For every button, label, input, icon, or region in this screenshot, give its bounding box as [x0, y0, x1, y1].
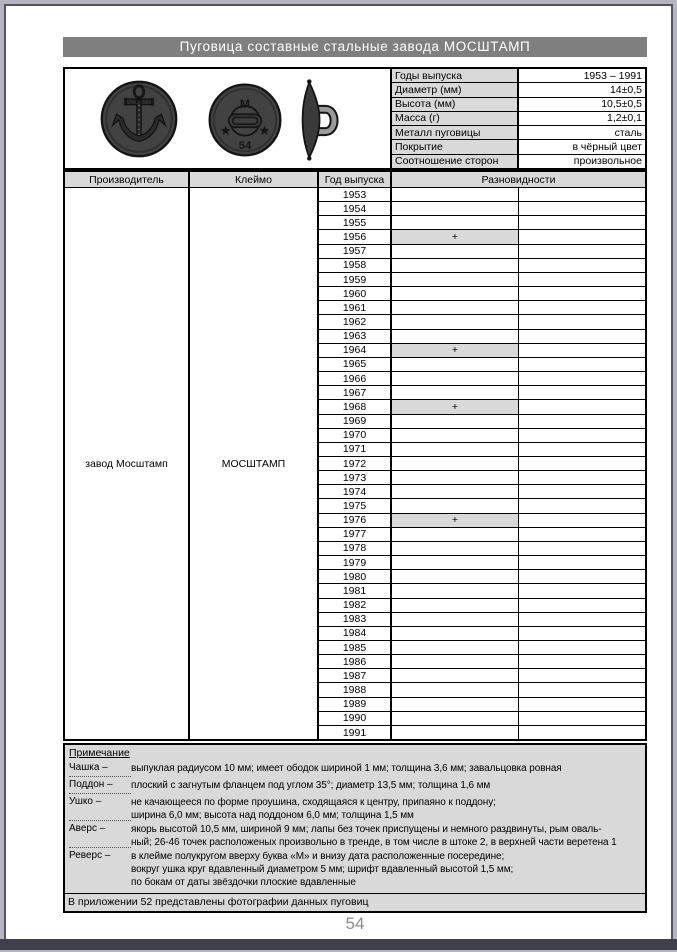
variant-cell-1 — [392, 556, 519, 569]
variant-cell-1 — [392, 627, 519, 640]
button-reverse-icon — [207, 82, 283, 158]
year-row — [319, 726, 645, 739]
year-cell: 1976 — [319, 514, 392, 527]
year-row — [319, 400, 645, 414]
note-item — [69, 822, 641, 849]
variant-cell-2 — [519, 429, 645, 442]
variant-cell-2 — [519, 726, 645, 739]
year-cell: 1968 — [319, 400, 392, 413]
year-cell: 1978 — [319, 542, 392, 555]
property-label: Масса (г) — [392, 112, 519, 125]
property-label: Диаметр (мм) — [392, 83, 519, 96]
year-row — [319, 443, 645, 457]
variant-cell-1 — [392, 273, 519, 286]
year-row — [319, 358, 645, 372]
year-cell: 1972 — [319, 457, 392, 470]
note-definition — [131, 822, 641, 849]
note-line: по бокам от даты звёздочки плоские вдавленные — [131, 877, 356, 888]
note-line: вокруг ушка круг вдавленный диаметром 5 мм; шрифт вдавленный высотой 1,5 мм; — [131, 864, 514, 875]
property-row — [392, 83, 645, 97]
year-row — [319, 344, 645, 358]
property-value: сталь — [614, 126, 642, 139]
year-row — [319, 499, 645, 513]
variant-cell-1 — [392, 712, 519, 725]
variant-cell-2 — [519, 400, 645, 413]
year-cell: 1989 — [319, 698, 392, 711]
variant-cell-1 — [392, 613, 519, 626]
button-profile-icon — [295, 74, 345, 166]
year-cell: 1987 — [319, 669, 392, 682]
header-variants: Разновидности — [481, 173, 556, 186]
year-row — [319, 415, 645, 429]
header-year: Год выпуска — [319, 172, 392, 187]
year-cell: 1965 — [319, 358, 392, 371]
variant-cell-2 — [519, 386, 645, 399]
variant-cell-2 — [519, 330, 645, 343]
window-bottom-bar — [0, 939, 677, 950]
year-cell: 1971 — [319, 443, 392, 456]
property-row — [392, 98, 645, 112]
property-label: Металл пуговицы — [392, 126, 519, 139]
year-row — [319, 655, 645, 669]
note-term: Чашка – — [69, 761, 131, 777]
note-item — [69, 778, 641, 795]
notes-panel — [63, 743, 647, 913]
variant-cell-1 — [392, 301, 519, 314]
property-label: Соотношение сторон — [392, 155, 519, 168]
property-value: произвольное — [573, 155, 642, 168]
variant-cell-1 — [392, 372, 519, 385]
year-cell: 1963 — [319, 330, 392, 343]
property-row — [392, 140, 645, 154]
variant-cell-1 — [392, 528, 519, 541]
year-row — [319, 259, 645, 273]
variant-cell-1: + — [392, 514, 519, 527]
year-cell: 1970 — [319, 429, 392, 442]
property-label: Высота (мм) — [392, 98, 519, 111]
document-page — [4, 4, 673, 949]
notes-items — [69, 761, 641, 889]
variant-cell-2 — [519, 188, 645, 201]
note-item — [69, 849, 641, 889]
page-number: 54 — [345, 914, 365, 933]
property-row — [392, 155, 645, 168]
year-row — [319, 599, 645, 613]
year-cell: 1988 — [319, 683, 392, 696]
year-cell: 1983 — [319, 613, 392, 626]
variant-cell-2 — [519, 528, 645, 541]
variant-cell-1 — [392, 683, 519, 696]
variant-cell-2 — [519, 542, 645, 555]
year-row — [319, 386, 645, 400]
property-label: Годы выпуска — [392, 69, 519, 82]
note-line: ширина 6,0 мм; высота над поддоном 6,0 мм; толщина 1,5 мм — [131, 810, 414, 821]
year-row — [319, 330, 645, 344]
note-line: не качающееся по форме проушина, сходящаяся к центру, припаяно к поддону; — [131, 797, 496, 808]
variant-cell-1 — [392, 457, 519, 470]
year-cell: 1958 — [319, 259, 392, 272]
variant-cell-1: + — [392, 344, 519, 357]
variant-cell-1 — [392, 542, 519, 555]
variant-cell-2 — [519, 641, 645, 654]
variant-cell-2 — [519, 372, 645, 385]
year-cell: 1955 — [319, 216, 392, 229]
year-row — [319, 528, 645, 542]
variant-cell-2 — [519, 613, 645, 626]
variant-cell-2 — [519, 457, 645, 470]
variant-cell-1 — [392, 599, 519, 612]
variant-cell-1 — [392, 499, 519, 512]
variant-cell-1: + — [392, 230, 519, 243]
year-row — [319, 556, 645, 570]
note-line: ный; 26-46 точек расположеных произвольно в тренде, в том числе в штоке 2, в верхней части веретена 1 — [131, 837, 617, 848]
year-cell: 1979 — [319, 556, 392, 569]
note-definition — [131, 849, 641, 889]
variant-cell-2 — [519, 570, 645, 583]
year-cell: 1985 — [319, 641, 392, 654]
years-rows — [319, 188, 645, 739]
variant-cell-2 — [519, 259, 645, 272]
year-cell: 1954 — [319, 202, 392, 215]
variant-cell-2 — [519, 655, 645, 668]
variant-cell-1 — [392, 570, 519, 583]
variant-cell-1 — [392, 443, 519, 456]
variant-cell-1 — [392, 216, 519, 229]
years-table-header — [65, 172, 645, 188]
variant-cell-2 — [519, 273, 645, 286]
note-term: Реверс – — [69, 850, 111, 861]
note-item — [69, 795, 641, 822]
note-definition — [131, 795, 641, 822]
variant-cell-1 — [392, 315, 519, 328]
year-row — [319, 627, 645, 641]
year-cell: 1966 — [319, 372, 392, 385]
notes-footer: В приложении 52 представлены фотографии данных пуговиц — [65, 893, 645, 911]
year-row — [319, 613, 645, 627]
year-row — [319, 570, 645, 584]
property-value: 1953 – 1991 — [583, 69, 642, 82]
year-row — [319, 188, 645, 202]
year-cell: 1973 — [319, 471, 392, 484]
year-cell: 1974 — [319, 485, 392, 498]
year-row — [319, 230, 645, 244]
variant-cell-2 — [519, 584, 645, 597]
year-cell: 1990 — [319, 712, 392, 725]
years-table — [63, 170, 647, 741]
year-cell: 1982 — [319, 599, 392, 612]
year-row — [319, 669, 645, 683]
variant-cell-2 — [519, 315, 645, 328]
year-row — [319, 273, 645, 287]
year-row — [319, 698, 645, 712]
variant-cell-1 — [392, 259, 519, 272]
property-value: 14±0,5 — [609, 83, 642, 96]
year-row — [319, 712, 645, 726]
variant-cell-1 — [392, 287, 519, 300]
year-row — [319, 542, 645, 556]
note-term: Ушко – — [69, 795, 131, 821]
variant-cell-2 — [519, 499, 645, 512]
variant-cell-1 — [392, 202, 519, 215]
variant-cell-2 — [519, 627, 645, 640]
variant-cell-2 — [519, 415, 645, 428]
note-line: в клейме полукругом вверху буква «М» и внизу дата расположенные посередине; — [131, 851, 505, 862]
year-row — [319, 301, 645, 315]
year-row — [319, 287, 645, 301]
stamp-cell: МОСШТАМП — [190, 188, 319, 739]
variant-cell-2 — [519, 344, 645, 357]
variant-cell-1 — [392, 669, 519, 682]
variant-cell-2 — [519, 712, 645, 725]
variant-cell-1: + — [392, 400, 519, 413]
variant-cell-1 — [392, 415, 519, 428]
variant-cell-2 — [519, 669, 645, 682]
property-value: 10,5±0,5 — [601, 98, 642, 111]
variant-cell-2 — [519, 358, 645, 371]
year-row — [319, 202, 645, 216]
variant-cell-2 — [519, 556, 645, 569]
page-title: Пуговица составные стальные завода МОСШТАМП — [63, 37, 647, 57]
year-cell: 1986 — [319, 655, 392, 668]
properties-table — [390, 67, 647, 170]
year-cell: 1980 — [319, 570, 392, 583]
note-term: Аверс – — [69, 822, 131, 848]
year-cell: 1975 — [319, 499, 392, 512]
property-row — [392, 69, 645, 83]
notes-heading: Примечание — [69, 747, 130, 759]
variant-cell-2 — [519, 485, 645, 498]
button-obverse-anchor-icon — [99, 79, 179, 159]
variant-cell-1 — [392, 330, 519, 343]
year-row — [319, 683, 645, 697]
note-line: выпуклая радиусом 10 мм; имеет ободок шириной 1 мм; толщина 3,6 мм; завальцовка ровная — [131, 763, 562, 774]
year-cell: 1964 — [319, 344, 392, 357]
variant-cell-2 — [519, 287, 645, 300]
property-label: Покрытие — [392, 140, 519, 153]
header-manufacturer: Производитель — [65, 172, 190, 187]
variant-cell-1 — [392, 245, 519, 258]
variant-cell-2 — [519, 301, 645, 314]
year-cell: 1981 — [319, 584, 392, 597]
variant-cell-2 — [519, 471, 645, 484]
variant-cell-2 — [519, 514, 645, 527]
property-row — [392, 126, 645, 140]
year-cell: 1969 — [319, 415, 392, 428]
variant-cell-2 — [519, 216, 645, 229]
year-row — [319, 641, 645, 655]
variant-cell-1 — [392, 641, 519, 654]
variant-cell-2 — [519, 683, 645, 696]
year-row — [319, 457, 645, 471]
year-row — [319, 485, 645, 499]
notes-body — [65, 745, 645, 893]
variant-cell-2 — [519, 443, 645, 456]
variant-cell-2 — [519, 245, 645, 258]
variant-cell-1 — [392, 726, 519, 739]
variant-cell-1 — [392, 358, 519, 371]
property-value: в чёрный цвет — [572, 141, 642, 154]
reverse-year: 54 — [238, 139, 252, 152]
variant-cell-1 — [392, 386, 519, 399]
variant-cell-2 — [519, 599, 645, 612]
variant-cell-2 — [519, 230, 645, 243]
year-cell: 1956 — [319, 230, 392, 243]
year-cell: 1961 — [319, 301, 392, 314]
variant-cell-2 — [519, 202, 645, 215]
year-cell: 1953 — [319, 188, 392, 201]
variant-cell-1 — [392, 698, 519, 711]
note-term: Поддон – — [69, 778, 131, 794]
variant-cell-2 — [519, 698, 645, 711]
years-table-body — [65, 188, 645, 739]
year-row — [319, 216, 645, 230]
note-definition — [131, 761, 641, 778]
header-stamp: Клеймо — [190, 172, 319, 187]
property-row — [392, 112, 645, 126]
property-value: 1,2±0,1 — [607, 112, 642, 125]
year-cell: 1960 — [319, 287, 392, 300]
year-row — [319, 315, 645, 329]
variant-cell-1 — [392, 188, 519, 201]
note-line: якорь высотой 10,5 мм, шириной 9 мм; лапы без точек приспущены и немного раздвинуты, рым оваль- — [131, 824, 602, 835]
variant-cell-1 — [392, 485, 519, 498]
year-cell: 1959 — [319, 273, 392, 286]
year-row — [319, 471, 645, 485]
manufacturer-cell: завод Мосштамп — [65, 188, 190, 739]
year-row — [319, 245, 645, 259]
year-cell: 1962 — [319, 315, 392, 328]
year-row — [319, 584, 645, 598]
variant-cell-1 — [392, 655, 519, 668]
year-cell: 1984 — [319, 627, 392, 640]
year-row — [319, 429, 645, 443]
reverse-letter: М — [239, 96, 251, 111]
button-images-panel — [63, 67, 390, 170]
year-cell: 1977 — [319, 528, 392, 541]
note-item — [69, 761, 641, 778]
year-row — [319, 514, 645, 528]
note-definition — [131, 778, 641, 795]
year-cell: 1967 — [319, 386, 392, 399]
note-line: плоский с загнутым фланцем под углом 35°; диаметр 13,5 мм; толщина 1,6 мм — [131, 780, 491, 791]
variant-cell-1 — [392, 584, 519, 597]
variant-cell-1 — [392, 471, 519, 484]
year-cell: 1957 — [319, 245, 392, 258]
variant-cell-1 — [392, 429, 519, 442]
year-row — [319, 372, 645, 386]
year-cell: 1991 — [319, 726, 392, 739]
